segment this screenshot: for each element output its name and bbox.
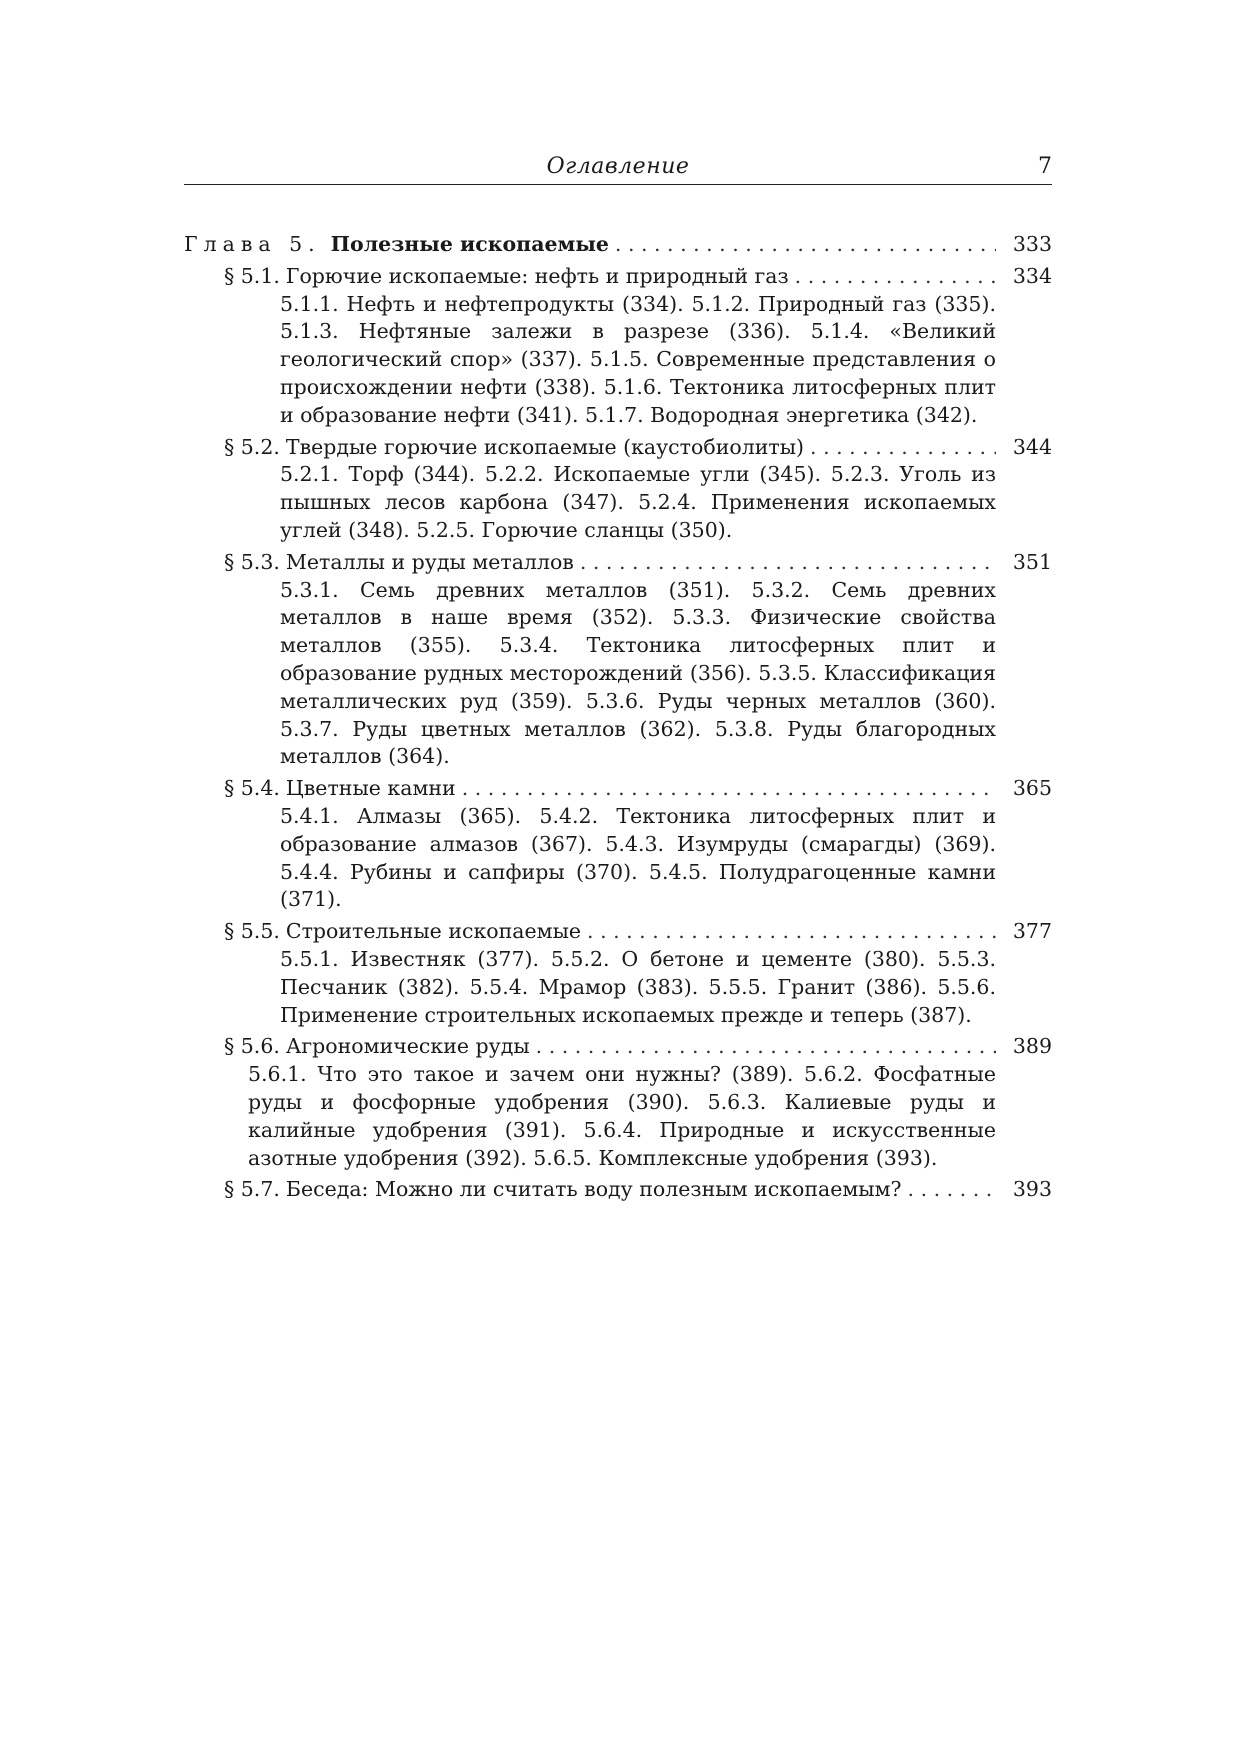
section-number: § 5.7.: [224, 1177, 280, 1202]
subsection-list: 5.2.1. Торф (344). 5.2.2. Ископаемые угли (345). 5.2.3. Уголь из пышных лесов карбона (347). 5.2.4. Применения ископаемых углей (348). 5.2.5. Горючие сланцы (350).: [280, 462, 996, 542]
chapter-title: Полезные ископаемые: [330, 232, 609, 256]
subsection-list: 5.5.1. Известняк (377). 5.5.2. О бетоне и цементе (380). 5.5.3. Песчаник (382). 5.5.4. Мрамор (383). 5.5.5. Гранит (386). 5.5.6. Применение строительных ископаемых прежде и теперь (387).: [280, 946, 996, 1027]
dot-leader: [587, 918, 996, 946]
chapter-label: Глава 5.: [184, 232, 321, 256]
section-page: 351: [1012, 549, 1052, 574]
dot-leader: [810, 434, 996, 462]
subsection-list: 5.3.1. Семь древних металлов (351). 5.3.2. Семь древних металлов в наше время (352). 5.3.3. Физические свойства металлов (355). 5.3.4. Тектоника литосферных плит и образование рудных месторождений (356). 5.3.5. Классификация металлических руд (359). 5.3.6. Руды черных металлов (360). 5.3.7. Руды цветных металлов (362). 5.3.8. Руды благородных металлов (364).: [280, 577, 996, 769]
page: [184, 150, 1052, 1204]
section-number: § 5.1.: [224, 263, 280, 288]
section-page: 365: [1012, 776, 1052, 801]
section-entry[interactable]: [184, 263, 1052, 291]
section-number: § 5.5.: [224, 919, 280, 944]
section-title: Беседа: Можно ли считать воду полезным ископаемым?: [285, 1177, 902, 1202]
section-page: 377: [1012, 919, 1052, 944]
section-entry[interactable]: [184, 1033, 1052, 1061]
section-entry[interactable]: [184, 775, 1052, 803]
section-title: Металлы и руды металлов: [285, 549, 574, 574]
section-5-4: [184, 775, 1052, 914]
section-number: § 5.2.: [224, 434, 280, 459]
section-entry[interactable]: [184, 434, 1052, 462]
section-5-5: [184, 918, 1052, 1029]
dot-leader: [615, 231, 996, 259]
section-5-1: [184, 263, 1052, 430]
section-entry[interactable]: [184, 1176, 1052, 1204]
page-number: 7: [1038, 154, 1052, 179]
dot-leader: [795, 263, 996, 291]
section-title: Агрономические руды: [285, 1034, 530, 1059]
section-number: § 5.4.: [224, 776, 280, 801]
section-5-3: [184, 549, 1052, 771]
dot-leader: [908, 1176, 996, 1204]
section-5-7: [184, 1176, 1052, 1204]
section-title: Цветные камни: [285, 776, 456, 801]
subsection-list: 5.1.1. Нефть и нефтепродукты (334). 5.1.2. Природный газ (335). 5.1.3. Нефтяные залежи в разрезе (336). 5.1.4. «Великий геологический спор» (337). 5.1.5. Современные представления о происхождении нефти (338). 5.1.6. Тектоника литосферных плит и образование нефти (341). 5.1.7. Водородная энергетика (342).: [280, 291, 996, 427]
section-5-6: [184, 1033, 1052, 1172]
section-title: Строительные ископаемые: [285, 919, 582, 944]
running-head: [184, 150, 1052, 185]
section-page: 393: [1012, 1177, 1052, 1202]
section-title: Горючие ископаемые: нефть и природный газ: [285, 263, 789, 288]
dot-leader: [580, 549, 996, 577]
subsection-list: 5.4.1. Алмазы (365). 5.4.2. Тектоника литосферных плит и образование алмазов (367). 5.4.3. Изумруды (смарагды) (369). 5.4.4. Рубины и сапфиры (370). 5.4.5. Полудрагоценные камни (371).: [280, 803, 996, 912]
section-page: 389: [1012, 1034, 1052, 1059]
running-title: Оглавление: [546, 154, 690, 179]
section-page: 344: [1012, 434, 1052, 459]
section-entry[interactable]: [184, 549, 1052, 577]
dot-leader: [536, 1033, 996, 1061]
section-number: § 5.3.: [224, 549, 280, 574]
section-title: Твердые горючие ископаемые (каустобиолиты): [285, 434, 805, 459]
section-5-2: [184, 434, 1052, 545]
chapter-entry[interactable]: [184, 231, 1052, 259]
chapter-page: 333: [1012, 232, 1052, 256]
table-of-contents: [184, 231, 1052, 1204]
section-number: § 5.6.: [224, 1034, 280, 1059]
dot-leader: [462, 775, 996, 803]
subsection-list: 5.6.1. Что это такое и зачем они нужны? (389). 5.6.2. Фосфатные руды и фосфорные удобрения (390). 5.6.3. Калиевые руды и калийные удобрения (391). 5.6.4. Природные и искусственные азотные удобрения (392). 5.6.5. Комплексные удобрения (393).: [248, 1062, 996, 1170]
section-entry[interactable]: [184, 918, 1052, 946]
section-page: 334: [1012, 263, 1052, 288]
